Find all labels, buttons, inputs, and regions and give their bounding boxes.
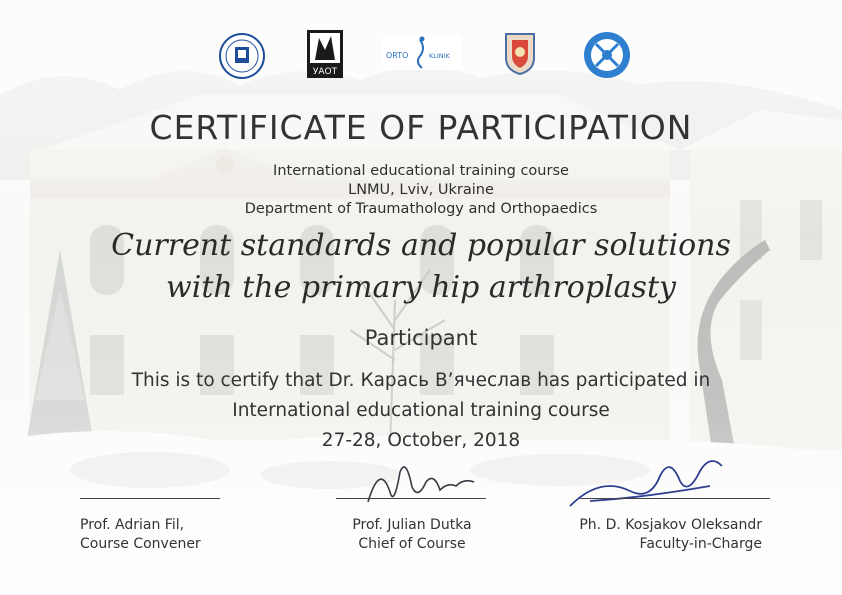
orto-klinik-caption-left: ORTO xyxy=(386,51,409,60)
signatory-name: Ph. D. Kosjakov Oleksandr xyxy=(579,517,762,533)
course-title-line-2: with the primary hip arthroplasty xyxy=(166,270,676,305)
signatory-name: Prof. Julian Dutka xyxy=(352,517,472,533)
course-dates: 27-28, October, 2018 xyxy=(321,430,521,451)
uaot-logo-icon xyxy=(307,30,343,78)
certificate-title: CERTIFICATE OF PARTICIPATION xyxy=(149,108,693,147)
orto-klinik-logo-icon xyxy=(382,30,462,74)
signature-line-fil xyxy=(80,498,220,499)
crest-logo-icon xyxy=(502,30,538,76)
participant-role: Participant xyxy=(364,326,478,350)
logo-bar xyxy=(0,30,842,82)
signatory-name: Prof. Adrian Fil, xyxy=(80,517,185,533)
dutka-signature xyxy=(360,452,480,512)
orto-klinik-caption-right: KLINIK xyxy=(429,52,450,60)
course-title-line-1: Current standards and popular solutions xyxy=(111,228,731,263)
department-line: Department of Traumathology and Orthopaedics xyxy=(244,201,598,217)
course-type-line: International educational training course xyxy=(273,163,569,179)
signature-line-dutka xyxy=(336,498,486,499)
institution-line: LNMU, Lviv, Ukraine xyxy=(348,182,494,198)
signatory-kosjakov xyxy=(552,516,762,554)
signatory-title: Chief of Course xyxy=(358,536,466,552)
certification-course-line: International educational training course xyxy=(232,400,610,421)
uaot-logo-caption: УАОТ xyxy=(312,67,338,77)
association-seal-icon xyxy=(582,30,632,80)
signatory-fil xyxy=(80,516,201,554)
signatory-title: Course Convener xyxy=(80,536,201,552)
signatory-dutka xyxy=(342,516,482,554)
lnmu-seal-icon xyxy=(218,30,266,82)
certification-statement: This is to certify that Dr. Карась В’ячеслав has participated in xyxy=(131,370,711,391)
kosjakov-signature xyxy=(560,446,730,516)
signature-line-kosjakov xyxy=(580,498,770,499)
signatory-title: Faculty-in-Charge xyxy=(639,536,762,552)
